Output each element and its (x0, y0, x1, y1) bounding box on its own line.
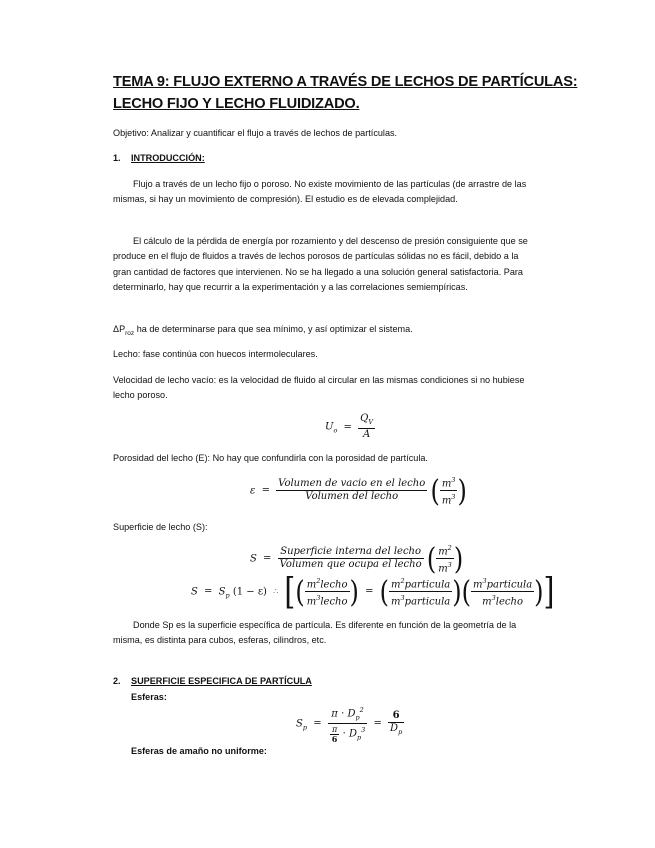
section-heading-1 (113, 153, 205, 163)
delta-p-subscript: roz (125, 329, 135, 337)
eq-fraction (278, 546, 424, 571)
section-heading-2 (113, 676, 312, 686)
eq-subscript: p (302, 723, 308, 732)
eq-dot: · (342, 728, 346, 740)
document-title-line-1: TEMA 9: FLUJO EXTERNO A TRAVÉS DE LECHOS DE PARTÍCULAS: (113, 74, 578, 90)
eq-pi: π (330, 725, 340, 735)
eq-numerator: 6 (388, 710, 404, 723)
eq-symbol: U (325, 421, 334, 433)
eq-symbol: D (347, 708, 356, 720)
paragraph-superficie: Superficie de lecho (S): (113, 522, 208, 532)
paragraph-calculo: El cálculo de la pérdida de energía por rozamiento y del descenso de presión consiguiente que se produce en el flujo de fluidos a través de lechos porosos de partículas sólidas no es fácil, debido a la gran cantidad de factores que intervienen. No se ha llegado a una solución general satisfactoria. Para determinarlo, hay que recurrir a la experimentación y a las correlaciones semiempíricas. (113, 236, 528, 293)
equation-superficial-velocity: $U_o$ = $\frac{Q_V}{A}$ (325, 413, 374, 440)
paragraph-flujo: Flujo a través de un lecho fijo o poroso. No existe movimiento de las partículas (de arrastre de las mismas, si hay un movimiento de compresión). El estudio es de elevada complejidad. (113, 179, 527, 205)
eq-subscript: p (356, 733, 362, 742)
eq-denominator: lecho (320, 596, 348, 608)
eq-numerator: lecho (320, 579, 348, 591)
eq-unit: m (438, 546, 448, 558)
eq-symbol: S (296, 718, 303, 730)
eq-numerator: Superficie interna del lecho (278, 546, 424, 559)
eq-numerator: Volumen de vacio en el lecho (278, 478, 426, 490)
eq-subscript: p (225, 591, 230, 600)
eq-fraction (388, 710, 404, 738)
eq-exponent: 2 (447, 544, 452, 552)
subheading-esferas: Esferas: (131, 692, 167, 702)
eq-units (440, 474, 458, 508)
eq-numerator: Q (360, 413, 369, 424)
section-label: SUPERFICIE ESPECIFICA DE PARTÍCULA (131, 676, 312, 686)
eq-fraction (358, 413, 375, 441)
equation-porosity: ε = $\frac{\text{Volumen de vacio en el lecho}}{\text{Volumen del lecho}}$ ( $\frac{m^3}{m^3}$ ) (250, 473, 467, 509)
eq-fraction (276, 478, 427, 503)
eq-numerator: particula (404, 579, 451, 591)
eq-unit: m (441, 495, 452, 507)
section-number: 1. (113, 153, 121, 163)
eq-unit: m (441, 478, 452, 490)
eq-symbol: D (390, 722, 399, 734)
document-title-line-2: LECHO FIJO Y LECHO FLUIDIZADO. (113, 96, 360, 112)
eq-pi: π (331, 708, 338, 720)
eq-exponent: 3 (451, 476, 456, 484)
eq-symbol: S (218, 586, 226, 598)
eq-denominator: lecho (495, 596, 523, 608)
eq-denominator: A (362, 429, 371, 440)
eq-numerator: particula (486, 579, 533, 591)
paragraph-velocidad: Velocidad de lecho vacío: es la velocidad de fluido al circular en las mismas condiciones si no hubiese lecho poroso. (113, 375, 525, 401)
eq-fraction: $\frac{m^3particula}{m^3lecho}$ (472, 577, 533, 608)
eq-exponent: 3 (361, 726, 366, 735)
eq-unit: m (438, 563, 448, 575)
equation-surface-specific: $S = S_p$ (1 − ε) ∴ [( $\frac{m^2lecho}{m^3lecho}$ ) = ( $\frac{m^2particula}{m^3particula}$ )( $\frac{m^3particula}{m^3lecho}$ )] (191, 569, 555, 613)
paragraph-porosidad: Porosidad del lecho (E): No hay que confundirla con la porosidad de partícula. (113, 453, 428, 463)
eq-subscript: V (368, 418, 374, 426)
section-label: INTRODUCCIÓN: (131, 153, 205, 163)
eq-subscript: o (333, 426, 338, 435)
objective-text: Objetivo: Analizar y cuantificar el flujo a través de lechos de partículas. (113, 128, 398, 138)
eq-exponent: 3 (447, 561, 452, 570)
eq-exponent: 2 (359, 706, 364, 714)
paragraph-donde-sp: Donde Sp es la superficie específica de partícula. Es diferente en función de la geometría de la misma, es distinta para cubos, esferas, cilindros, etc. (113, 620, 517, 646)
eq-exponent: 3 (451, 493, 456, 502)
delta-p-symbol: ΔP (113, 324, 126, 334)
eq-six: 6 (331, 733, 338, 744)
subheading-esferas-no-uniforme: Esferas de amaño no uniforme: (131, 746, 267, 756)
eq-denominator: Volumen del lecho (305, 491, 399, 503)
eq-symbol: S (191, 586, 198, 598)
eq-units (436, 542, 454, 576)
section-number: 2. (113, 676, 121, 686)
eq-factor: (1 − ε) (232, 586, 267, 598)
equation-sphere-specific-surface: $S_p$ = $\pi \cdot D_p^2$ $\frac{\pi}{6}$ · $D_p^3$ = $\frac{6}{D_p}$ (296, 706, 403, 744)
paragraph-delta-p (113, 322, 533, 341)
eq-denominator: Volumen que ocupa el lecho (279, 559, 422, 571)
eq-symbol: S (250, 553, 257, 565)
eq-subscript: p (398, 727, 403, 736)
eq-therefore: ∴ (273, 587, 279, 597)
eq-fraction (330, 725, 340, 744)
equation-surface: S = $\frac{\text{Superficie interna del lecho}}{\text{Volumen que ocupa el lecho}}$ ( $\frac{m^2}{m^3}$ ) (250, 541, 464, 577)
delta-p-text: ha de determinarse para que sea mínimo, y así optimizar el sistema. (134, 324, 413, 334)
eq-fraction: $\frac{m^2lecho}{m^3lecho}$ (306, 577, 348, 608)
eq-symbol: D (348, 728, 357, 740)
eq-denominator: particula (404, 596, 451, 608)
eq-dot: · (341, 708, 345, 720)
eq-subscript: p (355, 713, 360, 722)
eq-fraction (328, 704, 367, 744)
paragraph-lecho: Lecho: fase continúa con huecos intermoleculares. (113, 349, 318, 359)
eq-fraction: $\frac{m^2particula}{m^3particula}$ (391, 577, 451, 608)
eq-symbol: ε (250, 485, 256, 497)
